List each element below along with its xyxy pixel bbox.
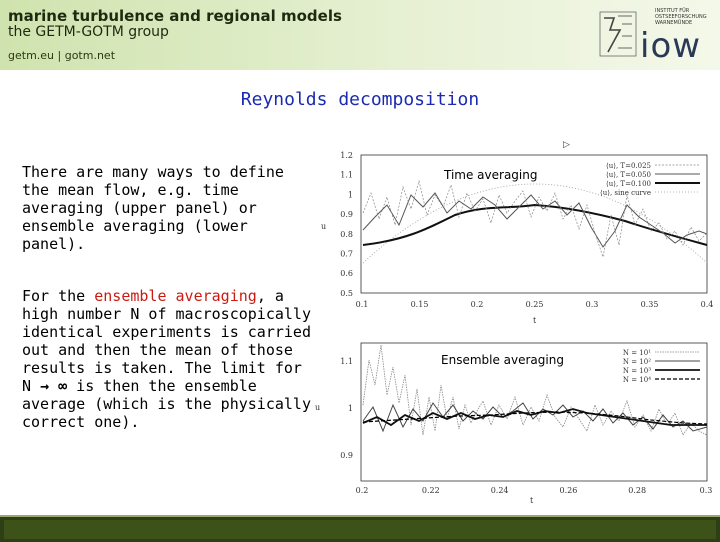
paragraph-ensemble-averaging <box>22 287 312 431</box>
lower-xlabel: t <box>530 496 534 505</box>
header-links[interactable]: getm.eu | gotm.net <box>8 49 116 62</box>
ensemble-averaging-highlight: ensemble averaging <box>94 287 257 305</box>
lower-x-tick: 0.22 <box>421 486 440 495</box>
lower-x-tick: 0.3 <box>699 486 713 495</box>
logo-caption: INSTITUT FÜR OSTSEEFORSCHUNG WARNEMÜNDE <box>655 8 707 26</box>
upper-x-tick: 0.15 <box>410 300 429 309</box>
upper-xlabel: t <box>533 316 537 325</box>
paragraph-time-averaging: There are many ways to define the mean flow, e.g. time averaging (upper panel) or ensemble averaging (lower panel). <box>22 163 284 253</box>
upper-legend-entry: ⟨u⟩, T=0.050 <box>606 171 651 179</box>
upper-x-ticks <box>356 300 714 309</box>
lower-x-ticks <box>356 486 713 495</box>
footer-bar <box>0 515 720 542</box>
para2-text-a: For the <box>22 287 95 305</box>
upper-x-tick: 0.3 <box>585 300 599 309</box>
upper-x-tick: 0.25 <box>525 300 544 309</box>
lower-y-tick: 1 <box>347 404 353 413</box>
pointer-icon: ▷ <box>563 140 570 150</box>
averaging-plots <box>315 135 715 505</box>
upper-x-tick: 0.2 <box>470 300 484 309</box>
upper-ylabel: u <box>321 222 327 231</box>
upper-y-tick: 1.2 <box>340 151 353 160</box>
upper-x-tick: 0.35 <box>640 300 659 309</box>
upper-y-tick: 1 <box>347 190 353 200</box>
upper-legend-entry: ⟨u⟩, sine curve <box>600 189 651 197</box>
footer-inner <box>4 520 716 539</box>
lower-legend-entry: N = 10¹ <box>622 349 651 357</box>
upper-x-tick: 0.1 <box>355 300 369 309</box>
header-title: marine turbulence and regional models <box>8 7 342 25</box>
iow-logo: iow <box>640 26 702 66</box>
upper-y-tick: 0.6 <box>340 269 353 279</box>
upper-y-tick: 0.8 <box>340 229 353 239</box>
upper-legend-entry: ⟨u⟩, T=0.025 <box>606 162 651 170</box>
header-subtitle: the GETM-GOTM group <box>8 24 169 40</box>
para2-text-b: , a high number N of macroscopically identical experiments is carried out and then the mean of those results is taken. The limit for N <box>22 287 311 395</box>
upper-y-tick: 0.7 <box>340 249 353 259</box>
lower-legend-entry: N = 10² <box>622 358 651 366</box>
upper-y-tick: 1.1 <box>340 170 353 180</box>
lower-legend-entry: N = 10³ <box>622 367 651 375</box>
lower-x-tick: 0.24 <box>490 486 509 495</box>
lower-ylabel: u <box>315 403 321 412</box>
slide-title: Reynolds decomposition <box>240 89 480 110</box>
lower-y-tick: 0.9 <box>340 451 353 460</box>
upper-y-tick: 0.5 <box>340 288 353 298</box>
upper-y-tick: 0.9 <box>340 210 353 220</box>
lower-x-tick: 0.26 <box>559 486 578 495</box>
para2-text-c: is then the ensemble average (which is the physically correct one). <box>22 377 311 431</box>
upper-panel-label: Time averaging <box>444 168 538 182</box>
upper-y-ticks <box>340 151 353 298</box>
lower-y-ticks <box>340 357 353 460</box>
lower-panel-label: Ensemble averaging <box>441 353 564 367</box>
iow-logo-mark-icon <box>598 8 638 60</box>
lower-x-tick: 0.28 <box>628 486 647 495</box>
limit-arrow-symbol: → ∞ <box>40 377 68 395</box>
lower-legend-entry: N = 10⁴ <box>622 376 651 384</box>
upper-x-tick: 0.4 <box>700 300 714 309</box>
lower-x-tick: 0.2 <box>355 486 369 495</box>
header-banner <box>0 0 720 70</box>
upper-legend-entry: ⟨u⟩, T=0.100 <box>606 180 651 188</box>
lower-y-tick: 1.1 <box>340 357 353 366</box>
